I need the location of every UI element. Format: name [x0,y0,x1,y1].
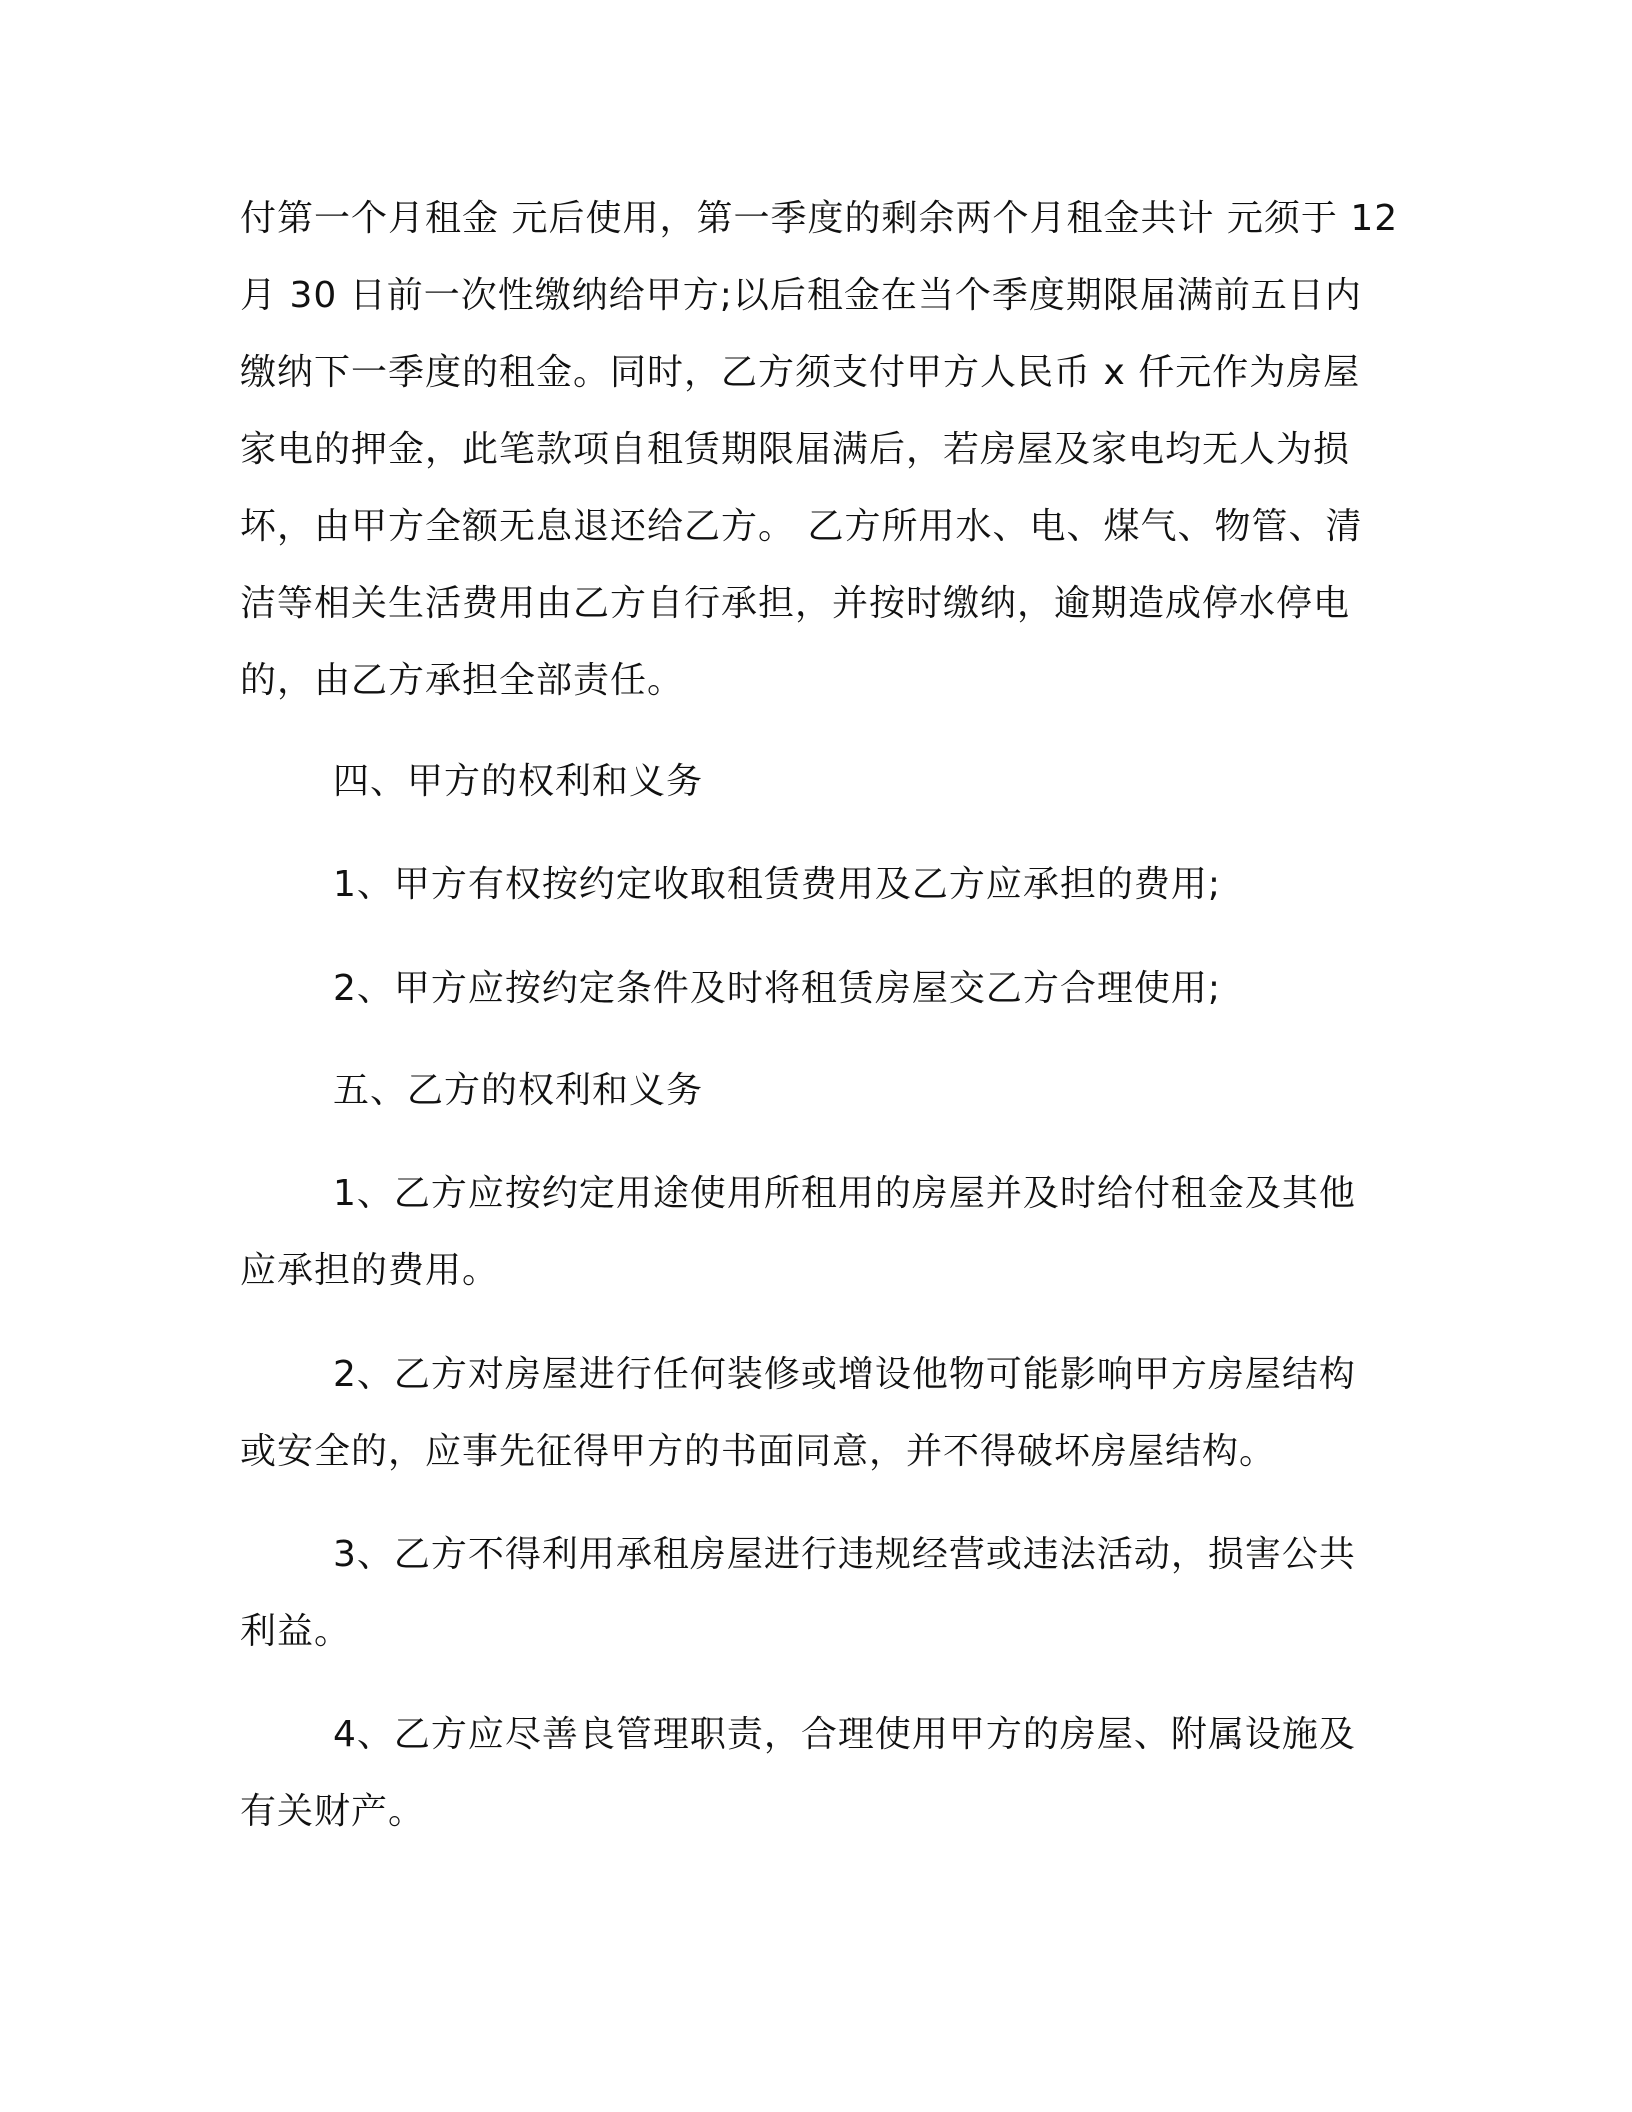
text-line: 家电的押金，此笔款项自租赁期限届满后，若房屋及家电均无人为损 [240,429,1351,470]
section-5-item-3 [240,1516,1390,1670]
clause-text: 3、乙方不得利用承租房屋进行违规经营或违法活动，损害公共 [333,1534,1356,1575]
clause-text: 4、乙方应尽善良管理职责，合理使用甲方的房屋、附属设施及 [333,1714,1356,1755]
clause-text: 1、甲方有权按约定收取租赁费用及乙方应承担的费用; [333,864,1222,905]
clause-text: 有关财产。 [240,1791,426,1832]
text-line: 坏，由甲方全额无息退还给乙方。 乙方所用水、电、煤气、物管、清 [240,506,1363,547]
clause-text: 应承担的费用。 [240,1250,500,1291]
section-5-heading [240,1052,1390,1129]
section-5-item-1 [240,1155,1390,1309]
text-line: 洁等相关生活费用由乙方自行承担，并按时缴纳，逾期造成停水停电 [240,583,1351,624]
section-4-item-1 [240,846,1390,923]
text-line: 缴纳下一季度的租金。同时，乙方须支付甲方人民币 x 仟元作为房屋 [240,352,1361,393]
section-5-item-2 [240,1336,1390,1490]
paragraph-rent-payment [240,180,1399,719]
clause-text: 2、甲方应按约定条件及时将租赁房屋交乙方合理使用; [333,968,1222,1009]
section-title: 五、乙方的权利和义务 [333,1070,704,1111]
clause-text: 或安全的，应事先征得甲方的书面同意，并不得破坏房屋结构。 [240,1431,1277,1472]
text-line: 付第一个月租金 元后使用，第一季度的剩余两个月租金共计 元须于 12 [240,198,1399,239]
text-line: 的，由乙方承担全部责任。 [240,660,685,701]
text-line: 月 30 日前一次性缴纳给甲方;以后租金在当个季度期限届满前五日内 [240,275,1362,316]
section-5-item-4 [240,1696,1390,1850]
clause-text: 2、乙方对房屋进行任何装修或增设他物可能影响甲方房屋结构 [333,1354,1356,1395]
clause-text: 利益。 [240,1611,352,1652]
section-4-heading [240,743,1390,820]
clause-text: 1、乙方应按约定用途使用所租用的房屋并及时给付租金及其他 [333,1173,1356,1214]
section-title: 四、甲方的权利和义务 [333,761,704,802]
section-4-item-2 [240,950,1390,1027]
